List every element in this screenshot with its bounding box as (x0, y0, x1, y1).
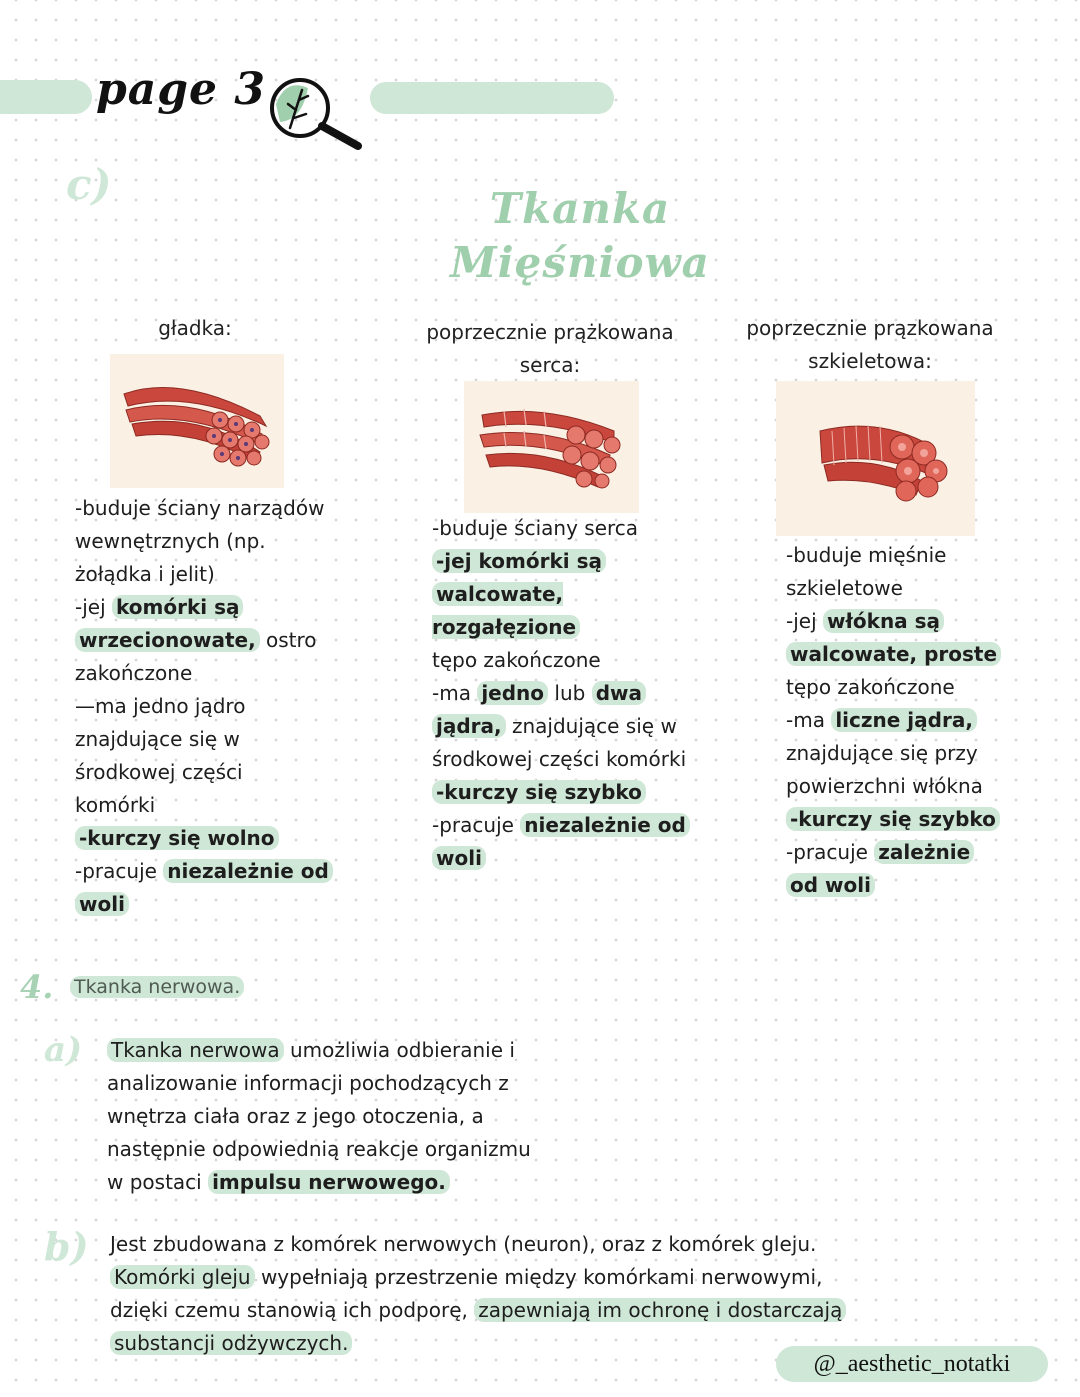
text-line (110, 1228, 910, 1261)
smooth-muscle-image (110, 354, 284, 488)
text-line (432, 710, 712, 743)
text-run: ostro (259, 628, 317, 652)
highlighted-text: zależnie (874, 840, 974, 864)
text-run: w postaci (107, 1170, 209, 1194)
text-run: środkowej części komórki (432, 747, 687, 771)
highlighted-text: -kurczy się wolno (75, 826, 279, 850)
text-line (110, 1294, 910, 1327)
text-run: Jest zbudowana z komórek nerwowych (neuron), oraz z komórek gleju. (110, 1232, 817, 1256)
highlighted-text: zapewniają im ochronę i dostarczają (474, 1298, 846, 1322)
text-run: zakończone (75, 661, 193, 685)
highlighted-text: dwa (592, 681, 646, 705)
text-line (432, 545, 712, 578)
text-line (786, 737, 1016, 770)
page-title-line-2: Mięśniowa (450, 238, 710, 287)
text-run: środkowej części (75, 760, 243, 784)
highlighted-text: wrzecionowate, (75, 628, 260, 652)
column-heading-smooth: gładka: (158, 316, 232, 340)
text-run: wypełniają przestrzenie między komórkami nerwowymi, (254, 1265, 823, 1289)
paragraph-marker-a: a) (44, 1030, 83, 1070)
text-line (786, 704, 1016, 737)
highlighted-text: od woli (786, 873, 875, 897)
text-run: -buduje ściany serca (432, 516, 639, 540)
text-run: szkieletowe (786, 576, 903, 600)
smooth-muscle-list (75, 492, 345, 921)
column-heading-cardiac: poprzecznie prążkowana serca: (426, 320, 674, 377)
text-line (75, 723, 345, 756)
text-run: wnętrza ciała oraz z jego otoczenia, a (107, 1104, 484, 1128)
page-title (420, 182, 740, 290)
text-line (786, 803, 1016, 836)
highlighted-text: woli (75, 892, 129, 916)
text-line (432, 743, 712, 776)
text-run: -pracuje (75, 859, 164, 883)
highlighted-text: -kurczy się szybko (786, 807, 1000, 831)
text-run: znajdujące się w (505, 714, 677, 738)
highlighted-text: niezależnie od (520, 813, 690, 837)
text-line (75, 492, 345, 525)
text-line (75, 558, 345, 591)
text-line (107, 1100, 567, 1133)
text-line (432, 578, 712, 644)
highlighted-text: Tkanka nerwowa (107, 1038, 284, 1062)
text-line (432, 644, 712, 677)
highlighted-text: -kurczy się szybko (432, 780, 646, 804)
column-heading-skeletal: poprzecznie prązkowana szkieletowa: (746, 316, 994, 373)
text-line (75, 855, 345, 888)
text-run: powierzchni włókna (786, 774, 983, 798)
highlighted-text: Komórki gleju (110, 1265, 255, 1289)
text-run: wewnętrznych (np. (75, 529, 266, 553)
text-line (75, 657, 345, 690)
text-line (786, 671, 1016, 704)
text-run: komórki (75, 793, 156, 817)
text-line (75, 525, 345, 558)
skeletal-muscle-image (776, 381, 975, 536)
text-run: -pracuje (786, 840, 875, 864)
author-handle: @_aesthetic_notatki (776, 1346, 1048, 1382)
text-run: tępo zakończone (432, 648, 601, 672)
text-run: żołądka i jelit) (75, 562, 215, 586)
paragraph-b (110, 1228, 910, 1360)
text-line (432, 512, 712, 545)
text-line (75, 888, 345, 921)
text-line (786, 539, 1016, 572)
text-run: -jej (786, 609, 823, 633)
page-label: page 3 (96, 64, 266, 115)
text-line (786, 869, 1016, 902)
text-run: tępo zakończone (786, 675, 955, 699)
header-decor-bar-right (370, 82, 614, 114)
cardiac-muscle-illustration-icon (464, 381, 639, 513)
text-line (75, 624, 345, 657)
text-line (786, 605, 1016, 638)
page-title-line-1: Tkanka (489, 184, 671, 233)
paragraph-a (107, 1034, 567, 1199)
text-line (432, 776, 712, 809)
text-run: znajdujące się przy (786, 741, 978, 765)
section-marker-c: c) (66, 160, 112, 209)
text-line (786, 770, 1016, 803)
highlighted-text: woli (432, 846, 486, 870)
header-decor-bar-left (0, 80, 92, 114)
highlighted-text: -jej komórki są (432, 549, 606, 573)
highlighted-text: komórki są (112, 595, 243, 619)
text-run: dzięki czemu stanowią ich podporę, (110, 1298, 475, 1322)
magnifier-leaf-icon (262, 70, 366, 156)
skeletal-muscle-list (786, 539, 1016, 902)
text-run: -ma (432, 681, 478, 705)
text-line (786, 836, 1016, 869)
text-line (107, 1034, 567, 1067)
text-line (107, 1133, 567, 1166)
text-run: -buduje ściany narządów (75, 496, 325, 520)
highlighted-text: niezależnie od (163, 859, 333, 883)
text-run: znajdujące się w (75, 727, 240, 751)
text-line (786, 572, 1016, 605)
highlighted-text: impulsu nerwowego. (208, 1170, 450, 1194)
text-run: umożliwia odbieranie i (283, 1038, 515, 1062)
text-line (107, 1067, 567, 1100)
text-run: —ma jedno jądro (75, 694, 246, 718)
text-run: -pracuje (432, 813, 521, 837)
text-line (75, 690, 345, 723)
highlighted-text: włókna są (823, 609, 944, 633)
skeletal-muscle-illustration-icon (776, 381, 975, 536)
highlighted-text: liczne jądra, (831, 708, 977, 732)
highlighted-text: walcowate, rozgałęzione (432, 582, 580, 639)
text-line (786, 638, 1016, 671)
highlighted-text: jedno (477, 681, 548, 705)
highlighted-text: substancji odżywczych. (110, 1331, 352, 1355)
text-line (432, 809, 712, 842)
section-heading-nervous-tissue (70, 976, 244, 998)
text-line (432, 677, 712, 710)
cardiac-muscle-image (464, 381, 639, 513)
text-line (75, 789, 345, 822)
text-run: analizowanie informacji pochodzących z (107, 1071, 509, 1095)
smooth-muscle-illustration-icon (110, 354, 284, 488)
text-run: -jej (75, 595, 112, 619)
text-line (110, 1261, 910, 1294)
text-run: następnie odpowiednią reakcje organizmu (107, 1137, 531, 1161)
text-run: lub (548, 681, 592, 705)
paragraph-marker-b: b) (44, 1224, 89, 1269)
text-run: -ma (786, 708, 832, 732)
text-line (107, 1166, 567, 1199)
text-line (432, 842, 712, 875)
text-run: -buduje mięśnie (786, 543, 947, 567)
section-heading-text: Tkanka nerwowa. (70, 976, 244, 998)
text-line (75, 591, 345, 624)
text-line (75, 822, 345, 855)
highlighted-text: walcowate, proste (786, 642, 1001, 666)
section-number-4: 4. (20, 968, 54, 1006)
cardiac-muscle-list (432, 512, 712, 875)
highlighted-text: jądra, (432, 714, 506, 738)
text-line (75, 756, 345, 789)
